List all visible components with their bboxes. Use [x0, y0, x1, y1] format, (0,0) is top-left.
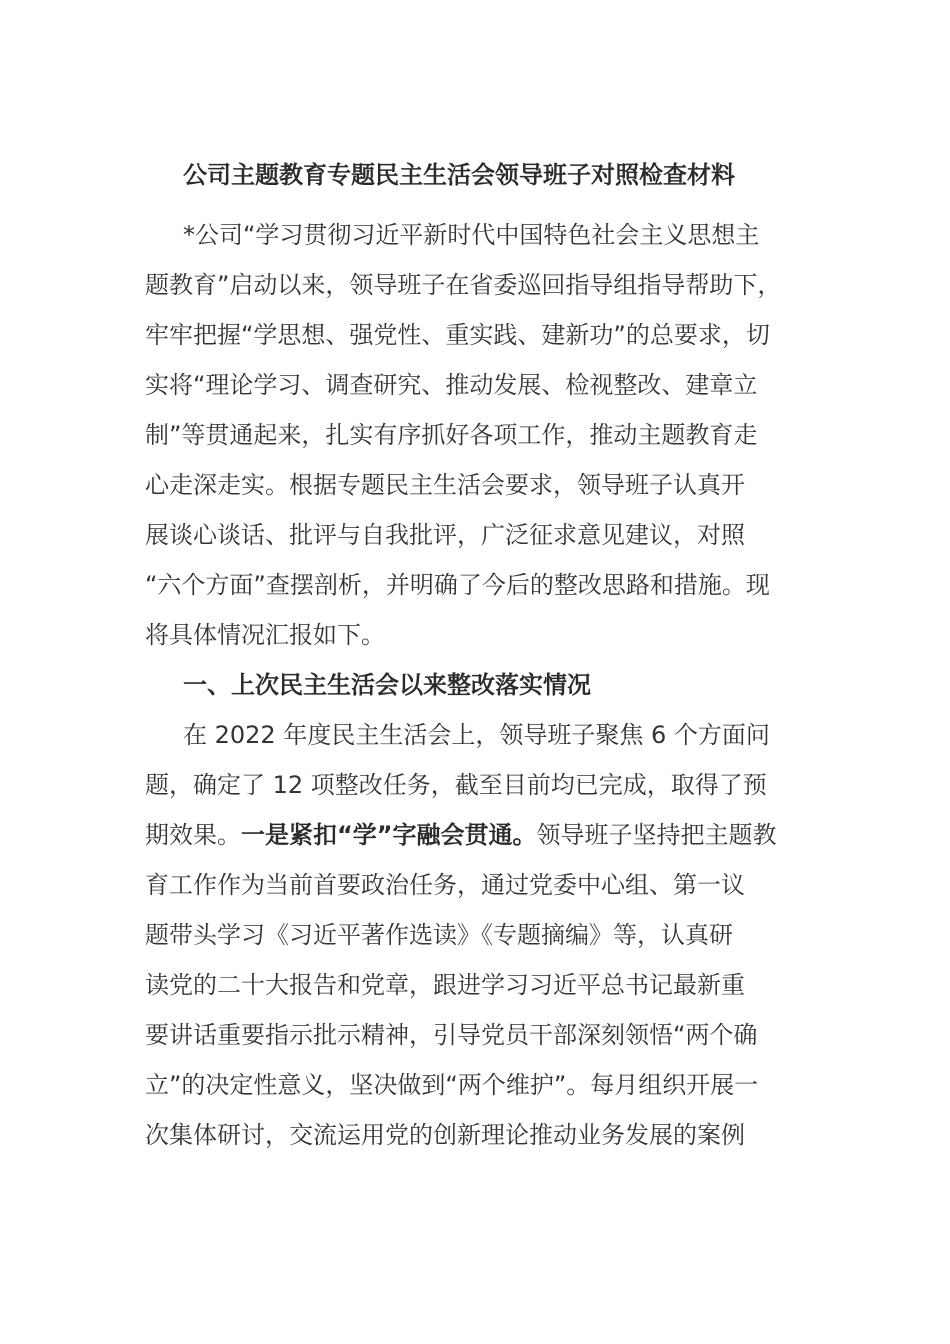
intro-line: 心走深走实。根据专题民主生活会要求，领导班子认真开 — [145, 471, 745, 499]
intro-line: 制”等贯通起来，扎实有序抓好各项工作，推动主题教育走 — [145, 421, 758, 449]
line-prefix: 期效果。 — [145, 821, 241, 849]
section1-line: 题带头学习《习近平著作选读》《专题摘编》等，认真研 — [145, 921, 733, 949]
bold-phrase: 一是紧扣“学”字融会贯通。 — [241, 821, 537, 849]
intro-line: 将具体情况汇报如下。 — [145, 621, 385, 649]
document-title: 公司主题教育专题民主生活会领导班子对照检查材料 — [183, 161, 735, 189]
section1-line: 在 2022 年度民主生活会上，领导班子聚焦 6 个方面问 — [183, 721, 770, 749]
section1-line: 育工作作为当前首要政治任务，通过党委中心组、第一议 — [145, 871, 745, 899]
section1-line — [145, 810, 807, 860]
intro-paragraph — [145, 210, 807, 660]
section-heading: 一、上次民主生活会以来整改落实情况 — [183, 671, 591, 699]
section1-line: 题，确定了 12 项整改任务，截至目前均已完成，取得了预 — [145, 771, 767, 799]
intro-line: 展谈心谈话、批评与自我批评，广泛征求意见建议，对照 — [145, 521, 745, 549]
section1-line: 要讲话重要指示批示精神，引导党员干部深刻领悟“两个确 — [145, 1021, 758, 1049]
intro-line: 牢牢把握“学思想、强党性、重实践、建新功”的总要求，切 — [145, 321, 770, 349]
intro-line: “六个方面”查摆剖析，并明确了今后的整改思路和措施。现 — [145, 571, 770, 599]
line-suffix: 领导班子坚持把主题教 — [536, 821, 777, 849]
section1-line: 次集体研讨，交流运用党的创新理论推动业务发展的案例 — [145, 1121, 745, 1149]
intro-line: *公司“学习贯彻习近平新时代中国特色社会主义思想主 — [183, 221, 760, 249]
section1-line: 立”的决定性意义，坚决做到“两个维护”。每月组织开展一 — [145, 1071, 759, 1099]
section1-line: 读党的二十大报告和党章，跟进学习习近平总书记最新重 — [145, 971, 745, 999]
intro-line: 实将“理论学习、调查研究、推动发展、检视整改、建章立 — [145, 371, 758, 399]
section1-paragraph — [145, 710, 807, 1160]
intro-line: 题教育”启动以来，领导班子在省委巡回指导组指导帮助下， — [145, 271, 782, 299]
document-page — [145, 150, 807, 1160]
